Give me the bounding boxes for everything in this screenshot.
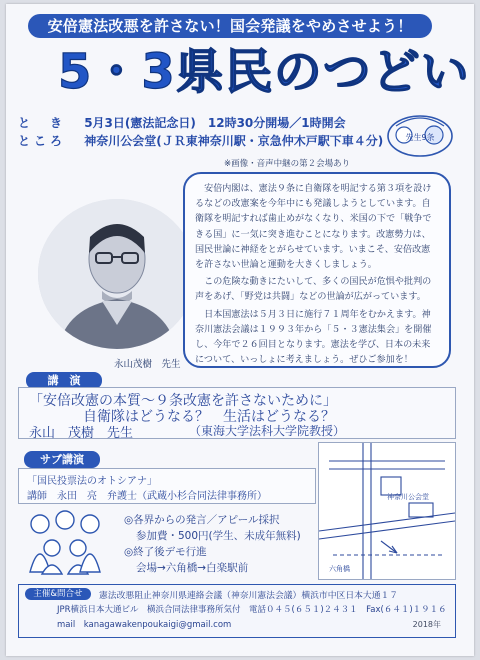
intro-paragraph: 日本国憲法は５月３日に施行７１周年をむかえます。神奈川憲法会議は１９９３年から「５・３憲法集会」を開催し、今年で２６回目となります。憲法を学び、日本の未来について、いっしょに考えましょう。ぜひご参加を！ <box>195 309 432 366</box>
lecture-box <box>18 387 456 439</box>
program-item: 会場→六角橋→白楽駅前 <box>136 562 249 574</box>
program-item: ◎終了後デモ行進 <box>124 546 207 558</box>
footer-email: mail kanagawakenpoukaigi@gmail.com <box>57 620 232 630</box>
intro-paragraph: 安倍内閣は、憲法９条に自衛隊を明記する第３項を設けるなどの改憲案を今年中にも発議しようとしています。自衛隊を明記すれば歯止めがなくなり、米国の下で「戦争できる国」に一気に突き進むことになります。改憲勢力は、国民世論に神経をとがらせています。いまこそ、安倍改憲を許さない世論と運動を大きくしましょう。 <box>195 184 432 271</box>
program-item: ◎各界からの発言／アピール採択 <box>124 514 280 526</box>
constitution-badge-icon <box>384 108 456 160</box>
program-list <box>124 512 301 576</box>
top-banner: 安倍憲法改悪を許さない！国会発議をやめさせよう！ <box>28 14 432 38</box>
sub-lecture-label: サブ講演 <box>24 451 100 468</box>
lecture-label: 講 演 <box>26 372 102 389</box>
event-venue <box>18 132 383 149</box>
venue-value: 神奈川公会堂(ＪＲ東神奈川駅・京急仲木戸駅下車４分) <box>84 134 384 148</box>
venue-label: ところ <box>18 134 67 148</box>
footer-org: 憲法改悪阻止神奈川県連絡会議（神奈川憲法会議）横浜市中区日本大通１７ <box>99 591 399 601</box>
sub-lecture-box <box>18 468 316 504</box>
lecture-subtitle: 自衛隊はどうなる？ 生活はどうなる？ <box>83 409 335 425</box>
datetime-label: と き <box>18 116 67 130</box>
datetime-value: 5月3日(憲法記念日) 12時30分開場／1時開会 <box>84 116 346 130</box>
badge-text: 先生9条 <box>405 133 435 142</box>
speaker-photo-image <box>38 199 196 349</box>
venue-note: ※画像・音声中継の第２会場あり <box>224 159 351 169</box>
intro-paragraph: この危険な動きにたいして、多くの国民が危惧や批判の声をあげ、「野党は共闘」などの世論が広がっています。 <box>195 277 432 303</box>
footer-address: JPR横浜日本大通ビル 横浜合同法律事務所気付 電話０４５(６５１)２４３１ Fax(６４１)１９１６ <box>57 605 447 615</box>
access-map-drawing <box>319 443 455 579</box>
speaker-photo-caption: 永山茂樹 先生 <box>114 359 181 370</box>
speaker-photo <box>38 199 196 349</box>
footer <box>18 584 456 638</box>
map-label-venue: 神奈川公会堂 <box>387 493 429 501</box>
access-map <box>318 442 456 580</box>
lecture-title: 「安倍改憲の本質～９条改憲を許さないために」 <box>29 393 337 409</box>
flyer-page <box>6 4 474 656</box>
footer-label: 主催&問合せ <box>25 588 91 600</box>
sub-lecture-title: 「国民投票法のオトシアナ」 <box>27 476 157 487</box>
year-stamp: 2018年 <box>412 620 441 629</box>
program-item: 参加費・500円(学生、未成年無料) <box>136 530 301 542</box>
map-label-rokkakubashi: 六角橋 <box>329 565 350 573</box>
event-datetime <box>18 114 346 131</box>
intro-text-box <box>183 172 451 368</box>
children-illustration-icon <box>20 506 110 576</box>
page-title: 5・3県民のつどい <box>58 44 470 100</box>
lecture-speaker: 永山 茂樹 先生 <box>29 426 134 441</box>
lecture-affiliation: （東海大学法科大学院教授） <box>189 424 346 438</box>
sub-lecture-speaker: 講師 永田 亮 弁護士（武蔵小杉合同法律事務所） <box>27 491 267 502</box>
